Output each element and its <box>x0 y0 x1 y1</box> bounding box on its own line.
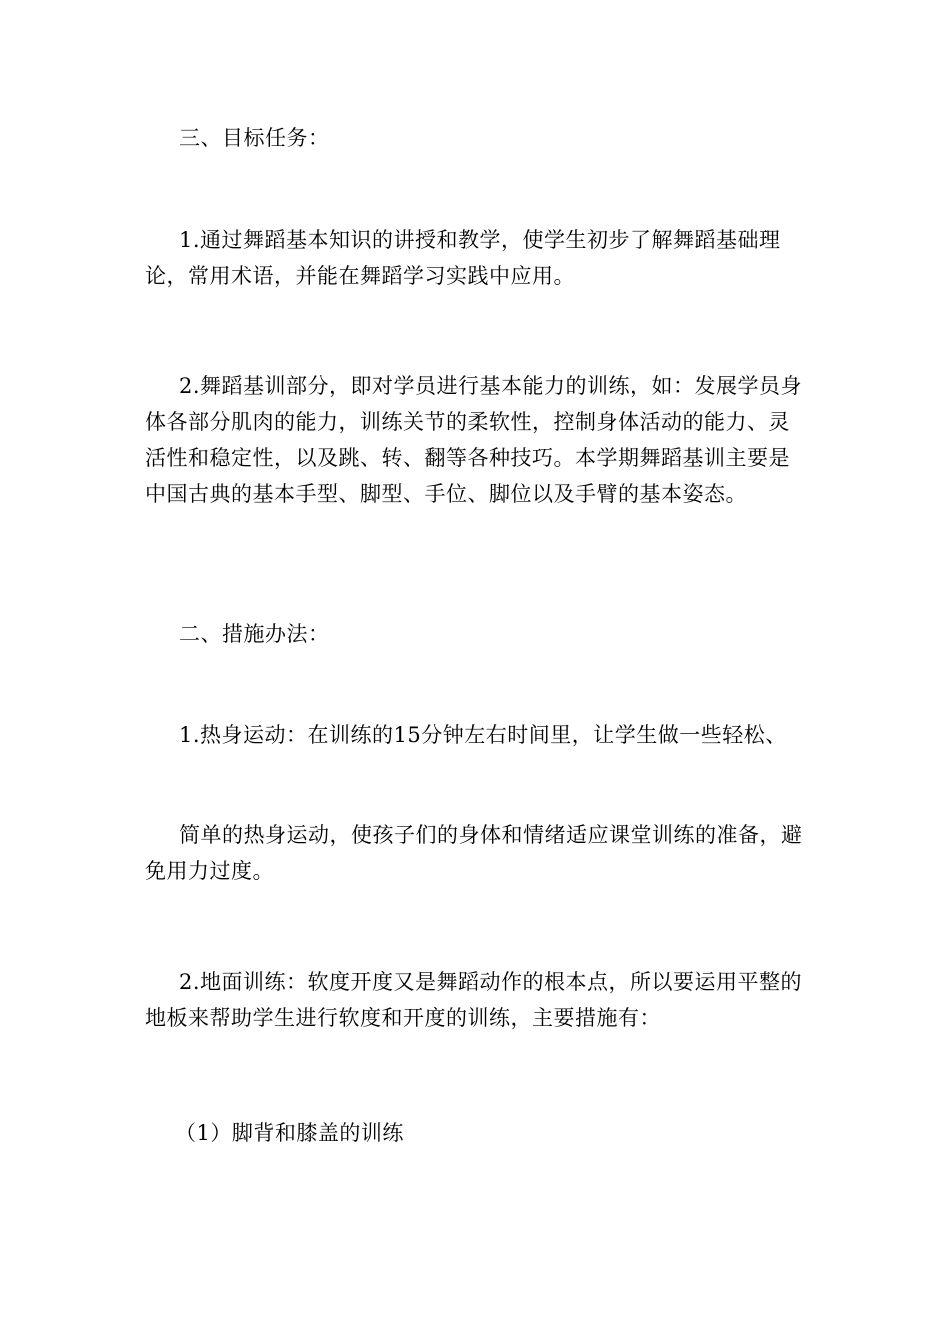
section-heading-goals: 三、目标任务： <box>179 126 330 150</box>
paragraph-measure-1: 1.热身运动：在训练的15分钟左右时间里，让学生做一些轻松、 <box>179 723 787 747</box>
paragraph-goal-2: 2.舞蹈基训部分，即对学员进行基本能力的训练，如：发展学员身体各部分肌肉的能力，训练关节的柔软性，控制身体活动的能力、灵活性和稳定性，以及跳、转、翻等各种技巧。本学期舞蹈基训主要是中国古典的基本手型、脚型、手位、脚位以及手臂的基本姿态。 <box>145 374 803 506</box>
section-heading-measures: 二、措施办法： <box>179 622 330 646</box>
paragraph-sub-item-1: （1）脚背和膝盖的训练 <box>175 1121 404 1145</box>
paragraph-measure-2: 2.地面训练：软度开度又是舞蹈动作的根本点，所以要运用平整的地板来帮助学生进行软度和开度的训练，主要措施有： <box>145 970 803 1030</box>
paragraph-goal-1: 1.通过舞蹈基本知识的讲授和教学，使学生初步了解舞蹈基础理论，常用术语，并能在舞蹈学习实践中应用。 <box>145 228 781 288</box>
paragraph-measure-1-continued: 简单的热身运动，使孩子们的身体和情绪适应课堂训练的准备，避免用力过度。 <box>145 823 803 883</box>
